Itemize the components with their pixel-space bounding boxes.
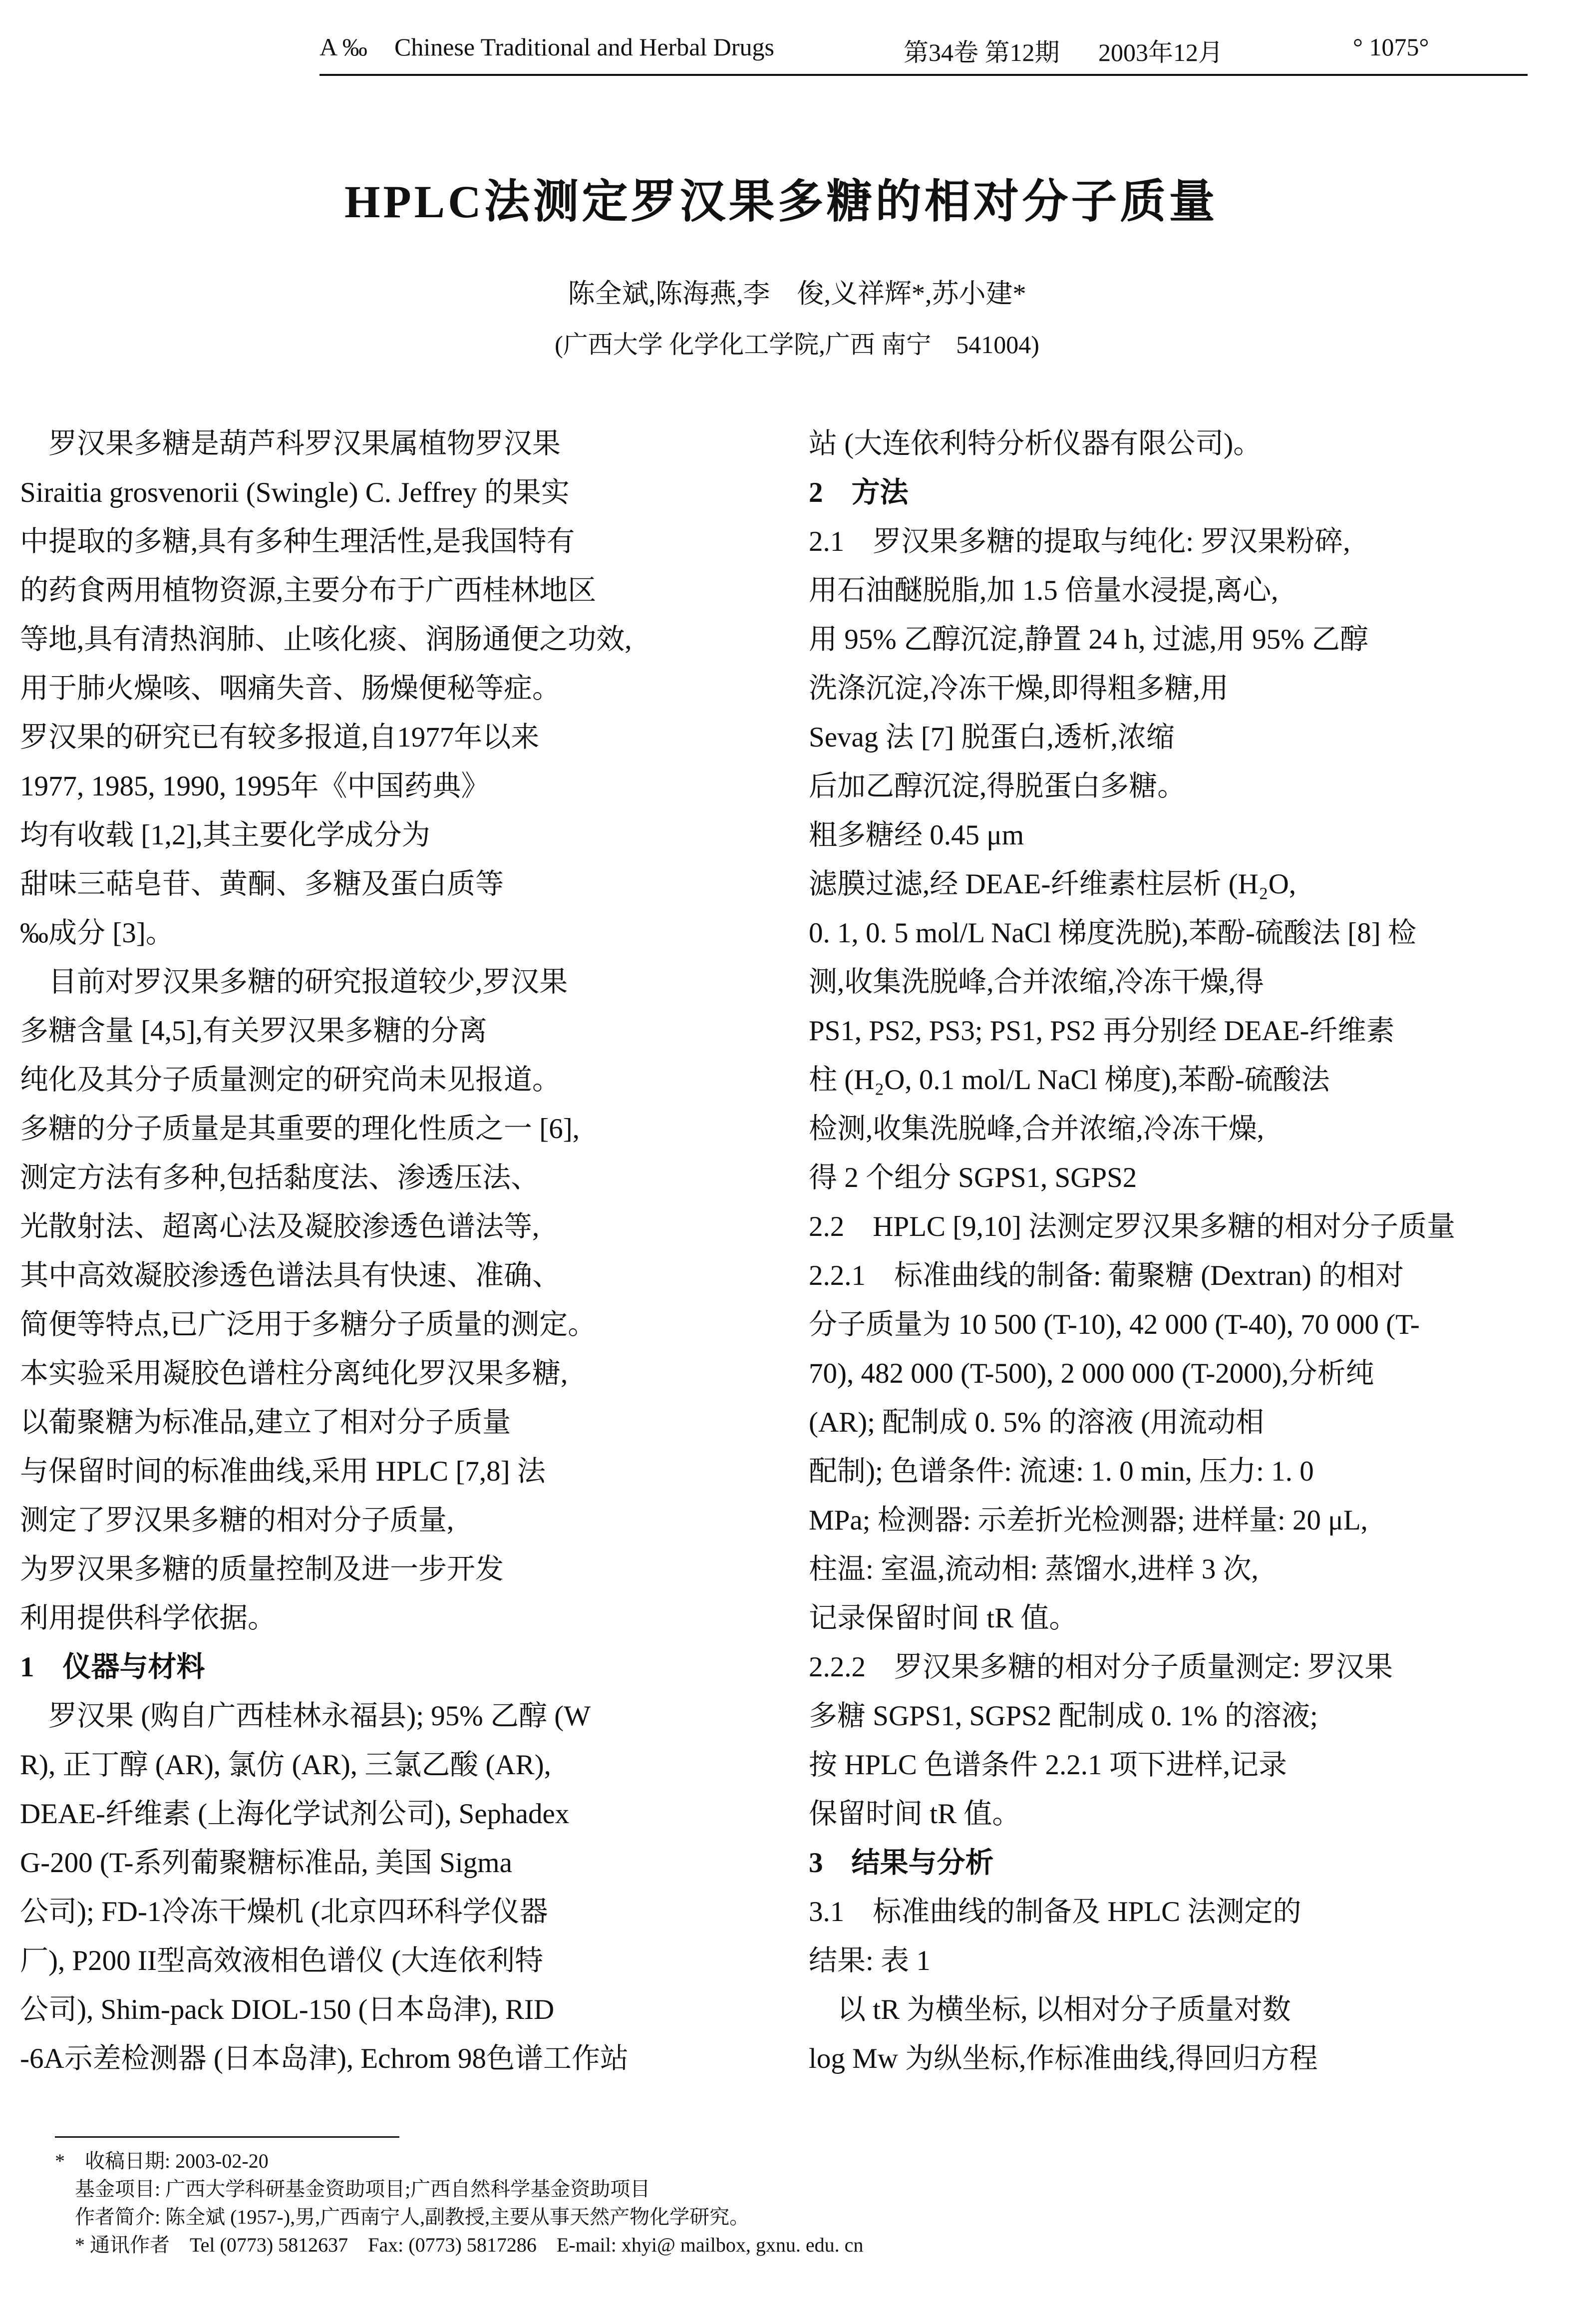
body-text-line: 粗多糖经 0.45 μm bbox=[809, 819, 1024, 851]
body-text-line: 以 tR 为横坐标, 以相对分子质量对数 bbox=[809, 1994, 1291, 2025]
body-text-line: 厂), P200 II型高效液相色谱仪 (大连依利特 bbox=[20, 1945, 544, 1976]
body-text-line: 简便等特点,已广泛用于多糖分子质量的测定。 bbox=[20, 1309, 597, 1340]
body-text-line: Sevag 法 [7] 脱蛋白,透析,浓缩 bbox=[809, 722, 1175, 753]
right-column bbox=[809, 419, 1528, 2083]
body-text-line: 为罗汉果多糖的质量控制及进一步开发 bbox=[20, 1553, 504, 1585]
body-text-line: 2.2.2 罗汉果多糖的相对分子质量测定: 罗汉果 bbox=[809, 1651, 1393, 1683]
body-text-line: 3.1 标准曲线的制备及 HPLC 法测定的 bbox=[809, 1896, 1301, 1928]
body-text-line: 本实验采用凝胶色谱柱分离纯化罗汉果多糖, bbox=[20, 1358, 568, 1389]
body-text-line: 测,收集洗脱峰,合并浓缩,冷冻干燥,得 bbox=[809, 966, 1264, 998]
body-text-line: 用 95% 乙醇沉淀,静置 24 h, 过滤,用 95% 乙醇 bbox=[809, 624, 1368, 655]
body-text-line: 用石油醚脱脂,加 1.5 倍量水浸提,离心, bbox=[809, 575, 1278, 606]
author-affiliation: (广西大学 化学化工学院,广西 南宁 541004) bbox=[555, 331, 1039, 359]
body-text-line: 测定了罗汉果多糖的相对分子质量, bbox=[20, 1505, 454, 1536]
author-list: 陈全斌,陈海燕,李 俊,义祥辉*,苏小建* bbox=[568, 279, 1026, 309]
body-text-line: 保留时间 tR 值。 bbox=[809, 1798, 1021, 1830]
volume-issue: 第34卷 第12期 bbox=[904, 38, 1060, 66]
body-text-line: 均有收载 [1,2],其主要化学成分为 bbox=[20, 819, 430, 851]
body-text-line: G-200 (T-系列葡聚糖标准品, 美国 Sigma bbox=[20, 1847, 512, 1879]
body-text-line: 光散射法、超离心法及凝胶渗透色谱法等, bbox=[20, 1211, 540, 1242]
body-text-line: 利用提供科学依据。 bbox=[20, 1602, 276, 1634]
body-text-line: DEAE-纤维素 (上海化学试剂公司), Sephadex bbox=[20, 1798, 570, 1830]
body-text-line: 中提取的多糖,具有多种生理活性,是我国特有 bbox=[20, 526, 575, 557]
body-text-line: MPa; 检测器: 示差折光检测器; 进样量: 20 μL, bbox=[809, 1505, 1368, 1536]
body-text-line: 罗汉果 (购自广西桂林永福县); 95% 乙醇 (W bbox=[20, 1700, 591, 1732]
body-text-line: 记录保留时间 tR 值。 bbox=[809, 1602, 1078, 1634]
footnote-rule bbox=[55, 2136, 399, 2138]
body-text-line: 多糖的分子质量是其重要的理化性质之一 [6], bbox=[20, 1113, 580, 1145]
body-text-line: 2.2 HPLC [9,10] 法测定罗汉果多糖的相对分子质量 bbox=[809, 1211, 1456, 1242]
article-title: HPLC法测定罗汉果多糖的相对分子质量 bbox=[344, 176, 1218, 227]
body-text-line: 得 2 个组分 SGPS1, SGPS2 bbox=[809, 1162, 1137, 1193]
footnote-line: * 通讯作者 Tel (0773) 5812637 Fax: (0773) 5817286 E-mail: xhyi@ mailbox, gxnu. edu. cn bbox=[55, 2234, 864, 2256]
body-text-line: 以葡聚糖为标准品,建立了相对分子质量 bbox=[20, 1407, 511, 1438]
body-text-line: 其中高效凝胶渗透色谱法具有快速、准确、 bbox=[20, 1260, 561, 1291]
body-text-line: 2.2.1 标准曲线的制备: 葡聚糖 (Dextran) 的相对 bbox=[809, 1260, 1404, 1291]
body-text-line: 2 方法 bbox=[809, 477, 909, 508]
body-text-line: 检测,收集洗脱峰,合并浓缩,冷冻干燥, bbox=[809, 1113, 1264, 1145]
body-text-line: (AR); 配制成 0. 5% 的溶液 (用流动相 bbox=[809, 1407, 1264, 1438]
body-text-line: Siraitia grosvenorii (Swingle) C. Jeffrey 的果实 bbox=[20, 477, 570, 508]
issue-date: 2003年12月 bbox=[1098, 38, 1223, 66]
body-text-line: 的药食两用植物资源,主要分布于广西桂林地区 bbox=[20, 575, 597, 606]
footnotes bbox=[55, 2147, 1503, 2259]
left-column bbox=[20, 419, 741, 2083]
body-text-line: 柱 (H₂O, 0.1 mol/L NaCl 梯度),苯酚-硫酸法 bbox=[809, 1064, 1330, 1096]
body-text-line: 0. 1, 0. 5 mol/L NaCl 梯度洗脱),苯酚-硫酸法 [8] 检 bbox=[809, 917, 1416, 949]
body-text-line: 2.1 罗汉果多糖的提取与纯化: 罗汉果粉碎, bbox=[809, 526, 1350, 557]
body-text-line: 与保留时间的标准曲线,采用 HPLC [7,8] 法 bbox=[20, 1456, 546, 1487]
body-text-line: 多糖 SGPS1, SGPS2 配制成 0. 1% 的溶液; bbox=[809, 1700, 1318, 1732]
body-text-line: 等地,具有清热润肺、止咳化痰、润肠通便之功效, bbox=[20, 624, 632, 655]
body-text-line: 分子质量为 10 500 (T-10), 42 000 (T-40), 70 000 (T- bbox=[809, 1309, 1420, 1340]
body-text-line: 测定方法有多种,包括黏度法、渗透压法、 bbox=[20, 1162, 540, 1193]
body-text-line: log Mw 为纵坐标,作标准曲线,得回归方程 bbox=[809, 2043, 1318, 2074]
body-text-line: 洗涤沉淀,冷冻干燥,即得粗多糖,用 bbox=[809, 673, 1229, 704]
footnote-line: 作者简介: 陈全斌 (1957-),男,广西南宁人,副教授,主要从事天然产物化学研究。 bbox=[55, 2206, 750, 2228]
body-text-line: 滤膜过滤,经 DEAE-纤维素柱层析 (H₂O, bbox=[809, 868, 1296, 900]
body-text-line: 甜味三萜皂苷、黄酮、多糖及蛋白质等 bbox=[20, 868, 504, 900]
body-text-line: 配制); 色谱条件: 流速: 1. 0 min, 压力: 1. 0 bbox=[809, 1456, 1314, 1487]
journal-abbreviation: A ‰ bbox=[319, 33, 367, 61]
running-header bbox=[319, 27, 1528, 72]
body-text-line: 公司), Shim-pack DIOL-150 (日本岛津), RID bbox=[20, 1994, 555, 2025]
footnote-line: * 收稿日期: 2003-02-20 bbox=[55, 2150, 269, 2172]
body-text-line: -6A示差检测器 (日本岛津), Echrom 98色谱工作站 bbox=[20, 2043, 629, 2074]
page-number: ° 1075° bbox=[1353, 33, 1429, 61]
body-text-line: 结果: 表 1 bbox=[809, 1945, 931, 1976]
body-text-line: 用于肺火燥咳、咽痛失音、肠燥便秘等症。 bbox=[20, 673, 561, 704]
body-text-line: 柱温: 室温,流动相: 蒸馏水,进样 3 次, bbox=[809, 1553, 1259, 1585]
body-text-line: 罗汉果的研究已有较多报道,自1977年以来 bbox=[20, 722, 540, 753]
body-text-line: 后加乙醇沉淀,得脱蛋白多糖。 bbox=[809, 771, 1186, 802]
footnote-line: 基金项目: 广西大学科研基金资助项目;广西自然科学基金资助项目 bbox=[55, 2178, 650, 2200]
body-text-line: PS1, PS2, PS3; PS1, PS2 再分别经 DEAE-纤维素 bbox=[809, 1015, 1395, 1047]
body-text-line: 纯化及其分子质量测定的研究尚未见报道。 bbox=[20, 1064, 561, 1096]
body-text-line: 多糖含量 [4,5],有关罗汉果多糖的分离 bbox=[20, 1015, 487, 1047]
header-rule bbox=[319, 74, 1528, 76]
body-text-line: 罗汉果多糖是葫芦科罗汉果属植物罗汉果 bbox=[20, 428, 561, 459]
body-text-line: ‰成分 [3]。 bbox=[20, 917, 174, 949]
body-text-line: 目前对罗汉果多糖的研究报道较少,罗汉果 bbox=[20, 966, 568, 998]
body-text-line: R), 正丁醇 (AR), 氯仿 (AR), 三氯乙酸 (AR), bbox=[20, 1749, 551, 1781]
body-text-line: 1 仪器与材料 bbox=[20, 1651, 205, 1683]
body-text-line: 站 (大连依利特分析仪器有限公司)。 bbox=[809, 428, 1262, 459]
body-text-line: 公司); FD-1冷冻干燥机 (北京四环科学仪器 bbox=[20, 1896, 548, 1928]
journal-name: Chinese Traditional and Herbal Drugs bbox=[394, 33, 775, 61]
body-text-line: 3 结果与分析 bbox=[809, 1847, 994, 1879]
body-text-line: 1977, 1985, 1990, 1995年《中国药典》 bbox=[20, 771, 490, 802]
body-text-line: 70), 482 000 (T-500), 2 000 000 (T-2000),分析纯 bbox=[809, 1358, 1374, 1389]
body-text-line: 按 HPLC 色谱条件 2.2.1 项下进样,记录 bbox=[809, 1749, 1287, 1781]
